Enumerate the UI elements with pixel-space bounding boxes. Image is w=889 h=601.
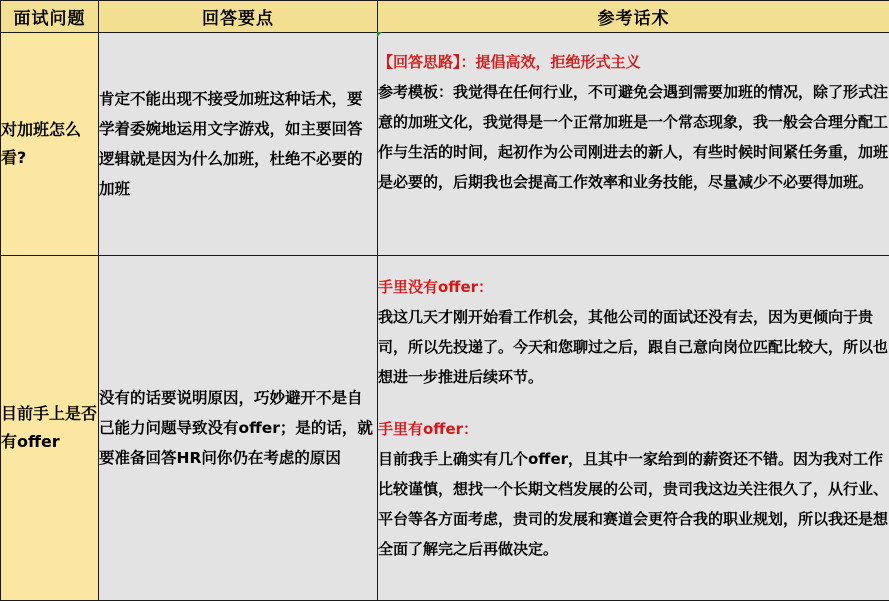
key-points-cell: 肯定不能出现不接受加班这种话术，要学着委婉地运用文字游戏，如主要回答逻辑就是因为什么加班，杜绝不必要的加班: [99, 33, 378, 256]
table-row: [1, 33, 889, 256]
header-question: 面试问题: [1, 1, 99, 33]
reference-cell: [378, 256, 889, 601]
table-row: [1, 256, 889, 601]
reference-title: 【回答思路】：提倡高效，拒绝形式主义: [378, 47, 889, 77]
header-row: [1, 1, 889, 33]
question-cell: 对加班怎么看?: [1, 33, 99, 256]
header-key-points: 回答要点: [99, 1, 378, 33]
reference-cell: [378, 33, 889, 256]
case-no-offer-body: 我这几天才刚开始看工作机会，其他公司的面试还没有去，因为更倾向于贵司，所以先投递了。今天和您聊过之后，跟自己意向岗位匹配比较大，所以也想进一步推进后续环节。: [378, 302, 889, 392]
cell-selection-marker: [377, 32, 382, 37]
key-points-cell: 没有的话要说明原因，巧妙避开不是自己能力问题导致没有offer；是的话，就要准备回答HR问你仍在考虑的原因: [99, 256, 378, 601]
header-reference: [378, 1, 889, 33]
case-has-offer-title: 手里有offer：: [378, 414, 889, 444]
case-no-offer-title: 手里没有offer：: [378, 272, 889, 302]
paragraph-gap: [378, 392, 889, 414]
question-cell: 目前手上是否有offer: [1, 256, 99, 601]
reference-body: 参考模板：我觉得在任何行业，不可避免会遇到需要加班的情况，除了形式注意的加班文化，我觉得是一个正常加班是一个常态现象，我一般会合理分配工作与生活的时间，起初作为公司刚进去的新人，有些时候时间紧任务重，加班是必要的，后期我也会提高工作效率和业务技能，尽量减少不必要得加班。: [378, 77, 889, 197]
case-has-offer-body: 目前我手上确实有几个offer，且其中一家给到的薪资还不错。因为我对工作比较谨慎，想找一个长期文档发展的公司，贵司我这边关注很久了，从行业、平台等各方面考虑，贵司的发展和赛道会更符合我的职业规划，所以我还是想全面了解完之后再做决定。: [378, 444, 889, 564]
header-reference-label: 参考话术: [598, 9, 670, 29]
